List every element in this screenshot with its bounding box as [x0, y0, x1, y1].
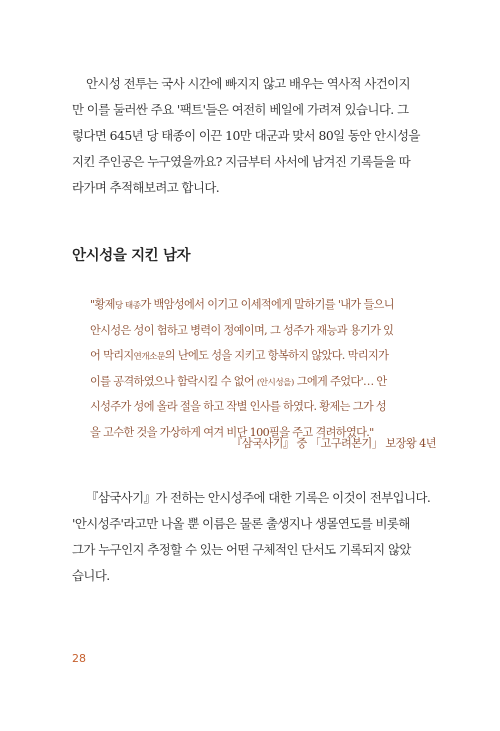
quote-line	[90, 369, 440, 395]
intro-line: 라가며 추적해보려고 합니다.	[72, 180, 220, 195]
closing-line: 『삼국사기』가 전하는 안시성주에 대한 기록은 이것이 전부입니다.	[86, 490, 431, 505]
page-number: 28	[72, 652, 86, 665]
intro-line: 지킨 주인공은 누구였을까요? 지금부터 사서에 남겨진 기록들을 따	[72, 154, 411, 169]
intro-paragraph	[72, 71, 434, 201]
intro-line: 안시성 전투는 국사 시간에 빠지지 않고 배우는 역사적 사건이지	[86, 76, 411, 91]
quote-line: 시성주가 성에 올라 절을 하고 작별 인사를 하였다. 황제는 그가 성	[90, 400, 387, 414]
closing-line: 습니다.	[72, 568, 110, 583]
quote-text: 의 난에도 성을 지키고 항복하지 않았다. 막리지가	[164, 349, 389, 363]
quote-annotation: 연개소문	[133, 352, 165, 363]
quote-text: 어 막리지	[90, 349, 134, 363]
closing-line: '안시성주'라고만 나올 뿐 이름은 물론 출생지나 생몰연도를 비롯해	[72, 516, 410, 531]
quote-text: 그에게 주었다'… 안	[293, 374, 387, 388]
quote-text: 가 백암성에서 이기고 이세적에게 말하기를 '내가 들으니	[140, 298, 394, 311]
quote-line	[90, 292, 440, 318]
quote-line: 을 고수한 것을 가상하게 여겨 비단 100필을 주고 격려하였다."	[90, 425, 374, 439]
intro-line: 렇다면 645년 당 태종이 이끈 10만 대군과 맞서 80일 동안 안시성을	[72, 128, 420, 143]
closing-line: 그가 누구인지 추정할 수 있는 어떤 구체적인 단서도 기록되지 않았	[72, 542, 411, 557]
quote-source: 『삼국사기』 중 「고구려본기」 보장왕 4년	[231, 437, 436, 450]
quote-annotation: (안시성을)	[256, 377, 294, 388]
intro-line: 만 이를 둘러싼 주요 '팩트'들은 여전히 베일에 가려져 있습니다. 그	[72, 102, 409, 117]
historical-quote	[90, 292, 440, 446]
quote-line: 안시성은 성이 험하고 병력이 정예이며, 그 성주가 재능과 용기가 있	[90, 323, 394, 337]
section-heading: 안시성을 지킨 남자	[72, 248, 191, 264]
quote-line	[90, 343, 440, 369]
quote-annotation: 당 태종	[114, 301, 141, 311]
closing-paragraph	[72, 485, 434, 589]
quote-text: "황제	[90, 298, 115, 311]
quote-text: 이를 공격하였으나 함락시킬 수 없어	[90, 374, 257, 388]
